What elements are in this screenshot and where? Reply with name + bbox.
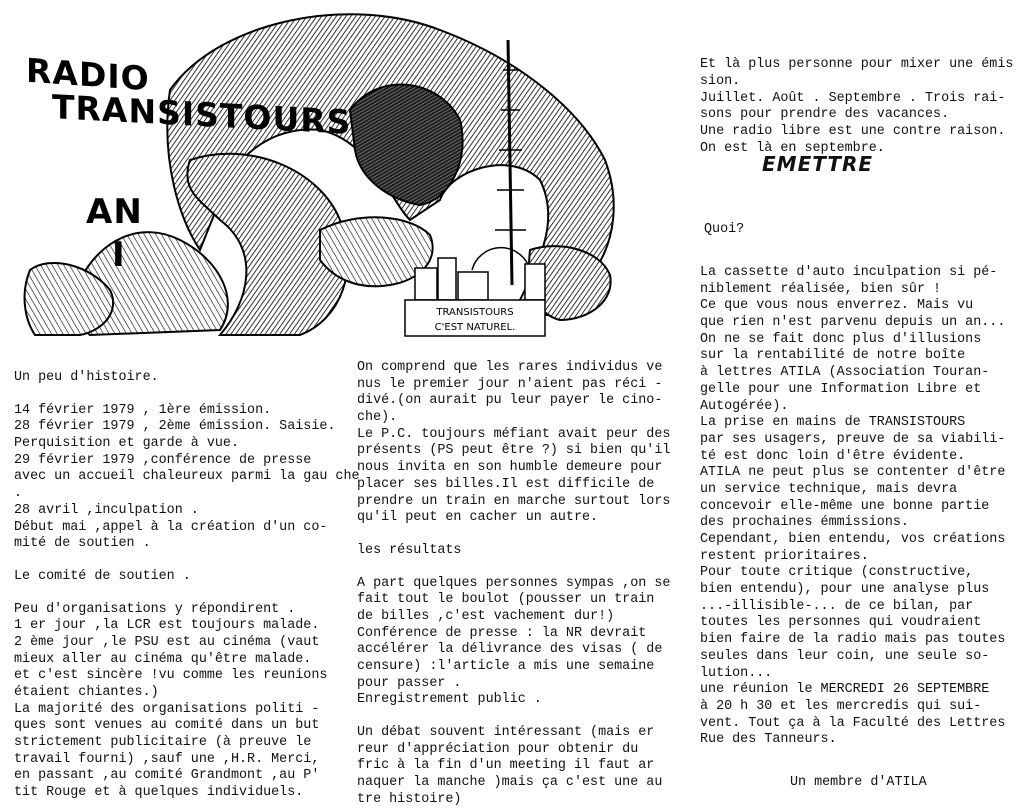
column-1-line: 2 ème jour ,le PSU est au cinéma (vaut: [14, 634, 320, 650]
column-2-line: [357, 560, 692, 576]
column-3-body-line: par ses usagers, preuve de sa viabili-: [700, 431, 1006, 447]
column-1-line: [14, 586, 349, 602]
column-1-line: mieux aller au cinéma qu'être malade.: [14, 651, 312, 667]
sign-text-line2: C'EST NATUREL.: [434, 322, 516, 333]
column-3-body-line: un service technique, mais devra: [700, 481, 958, 497]
column-3-body-line: toutes les personnes qui voudraient: [700, 615, 982, 631]
column-1-line: Peu d'organisations y répondirent .: [14, 601, 296, 617]
column-3-intro-line: Une radio libre est une contre raison.: [700, 124, 1006, 140]
column-2-line: che).: [357, 410, 398, 426]
column-1-line: tit Rouge et à quelques individuels.: [14, 785, 304, 801]
column-3-body-line: vent. Tout ça à la Faculté des Lettres: [700, 715, 1006, 731]
column-1-line: Perquisition et garde à vue.: [14, 436, 239, 452]
column-2-line: présents (PS peut être ?) si bien qu'il: [357, 443, 671, 459]
column-3-body-line: une réunion le MERCREDI 26 SEPTEMBRE: [700, 682, 990, 698]
column-3-body-line: Autogérée).: [700, 398, 789, 414]
column-3-body-line: Rue des Tanneurs.: [700, 732, 837, 748]
title-line-3: AN: [86, 192, 143, 232]
column-2-line: A part quelques personnes sympas ,on se: [357, 575, 671, 591]
column-3-body: [700, 265, 1005, 749]
column-1-line: travail fourni) ,sauf une ,H.R. Merci,: [14, 751, 320, 767]
column-3-body-line: té est donc loin d'être évidente.: [700, 448, 966, 464]
column-3-intro: [700, 57, 1020, 157]
column-2-line: reur d'appréciation pour obtenir du: [357, 741, 639, 757]
signature: Un membre d'ATILA: [790, 775, 927, 790]
column-1-line: mité de soutien .: [14, 536, 151, 552]
column-3-body-line: Pour toute critique (constructive,: [700, 565, 974, 581]
column-1-line: [14, 387, 349, 403]
column-3-intro-line: On est là en septembre.: [700, 140, 885, 156]
column-2-line: Enregistrement public .: [357, 692, 542, 708]
column-1-line: .: [14, 486, 23, 502]
column-2-line: accélérer la délivrance des visas ( de: [357, 642, 663, 658]
column-2-line: les résultats: [357, 542, 462, 558]
column-2-line: nus le premier jour n'aient pas réci -: [357, 376, 663, 392]
column-3-body-line: ...-illisible-... de ce bilan, par: [700, 598, 974, 614]
column-3-intro-line: Et là plus personne pour mixer une émis: [700, 57, 1014, 73]
section-heading-emettre: EMETTRE: [762, 152, 874, 176]
column-1-line: 28 février 1979 , 2ème émission. Saisie.: [14, 419, 336, 435]
column-3-body-line: gelle pour une Information Libre et: [700, 381, 982, 397]
column-3-body-line: sur la rentabilité de notre boîte: [700, 348, 966, 364]
column-3-body-line: Ce que vous nous enverrez. Mais vu: [700, 298, 974, 314]
column-1-line: 29 février 1979 ,conférence de presse: [14, 452, 312, 468]
column-2-line: fait tout le boulot (pousser un train: [357, 592, 655, 608]
column-1-line: strictement publicitaire (à preuve le: [14, 735, 312, 751]
column-3-body-line: restent prioritaires.: [700, 548, 869, 564]
column-1: [14, 370, 360, 802]
column-2: [357, 360, 692, 809]
column-2-line: Conférence de presse : la NR devrait: [357, 625, 647, 641]
column-3-intro-line: sion.: [700, 74, 741, 90]
title-line-1: RADIO: [26, 50, 150, 99]
column-3-intro-line: sons pour prendre des vacances.: [700, 107, 950, 123]
column-1-line: avec un accueil chaleureux parmi la gau che: [14, 469, 360, 485]
column-2-line: Le P.C. toujours méfiant avait peur des: [357, 426, 671, 442]
column-3-body-line: bien faire de la radio mais pas toutes: [700, 632, 1006, 648]
column-3-body-line: des prochaines émmissions.: [700, 515, 909, 531]
column-2-line: fric à la fin d'un meeting il faut ar: [357, 758, 655, 774]
sign-text-line1: TRANSISTOURS: [436, 307, 514, 318]
column-3-body-line: seules dans leur coin, une seule so-: [700, 648, 990, 664]
column-1-line: ques sont venues au comité dans un but: [14, 718, 320, 734]
column-2-line: naquer la manche )mais ça c'est une au: [357, 775, 663, 791]
column-1-line: étaient chiantes.): [14, 685, 159, 700]
column-1-line: [14, 553, 349, 569]
column-1-line: 14 février 1979 , 1ère émission.: [14, 402, 272, 418]
column-3-body-line: à 20 h 30 et les mercredis qui sui-: [700, 698, 982, 714]
column-2-line: pour passer .: [357, 675, 462, 691]
column-2-line: censure) :l'article a mis une semaine: [357, 659, 655, 674]
column-3-body-line: niblement réalisée, bien sûr !: [700, 281, 942, 297]
column-3-body-line: bien entendu), pour une analyse plus: [700, 582, 990, 598]
column-3-intro-line: Juillet. Août . Septembre . Trois rai-: [700, 90, 1006, 106]
column-1-line: 28 avril ,inculpation .: [14, 502, 199, 518]
column-3-body-line: que rien n'est parvenu depuis un an...: [700, 315, 1006, 331]
column-3-body-line: La cassette d'auto inculpation si pé-: [700, 265, 998, 280]
column-1-line: Début mai ,appel à la création d'un co-: [14, 519, 328, 535]
column-3-body-line: à lettres ATILA (Association Touran-: [700, 365, 990, 381]
title-line-2: TRANSISTOURS: [52, 87, 352, 142]
column-3-body-line: La prise en mains de TRANSISTOURS: [700, 415, 966, 431]
column-2-line: divé.(on aurait pu leur payer le cino-: [357, 393, 663, 409]
column-2-line: tre histoire): [357, 791, 462, 807]
column-3-body-line: Cependant, bien entendu, vos créations: [700, 532, 1006, 547]
column-2-line: qu'il peut en cacher un autre.: [357, 510, 599, 526]
column-3-body-line: lution...: [700, 665, 773, 681]
column-2-line: [357, 527, 692, 543]
column-1-line: Le comité de soutien .: [14, 568, 191, 584]
column-2-line: On comprend que les rares individus ve: [357, 360, 663, 375]
column-2-line: prendre un train en marche surtout lors: [357, 493, 671, 509]
title-line-4: I: [112, 235, 126, 275]
column-1-line: La majorité des organisations politi -: [14, 701, 320, 717]
column-3-body-line: ATILA ne peut plus se contenter d'être: [700, 465, 1006, 481]
column-2-line: placer ses billes.Il est difficile de: [357, 476, 655, 492]
column-1-line: et c'est sincère !vu comme les reunions: [14, 668, 328, 684]
column-2-line: de billes ,c'est vachement dur!): [357, 608, 615, 624]
quoi-label: Quoi?: [704, 222, 745, 237]
column-3-body-line: concevoir elle-même une bonne partie: [700, 498, 990, 514]
column-1-line: 1 er jour ,la LCR est toujours malade.: [14, 618, 320, 634]
column-2-line: Un débat souvent intéressant (mais er: [357, 725, 655, 741]
column-3-body-line: On ne se fait donc plus d'illusions: [700, 331, 982, 347]
column-1-line: Un peu d'histoire.: [14, 370, 159, 385]
column-2-line: [357, 709, 692, 725]
column-2-line: nous invita en son humble demeure pour: [357, 460, 663, 476]
header-illustration: [20, 0, 620, 345]
column-1-line: en passant ,au comité Grandmont ,au P': [14, 768, 320, 784]
